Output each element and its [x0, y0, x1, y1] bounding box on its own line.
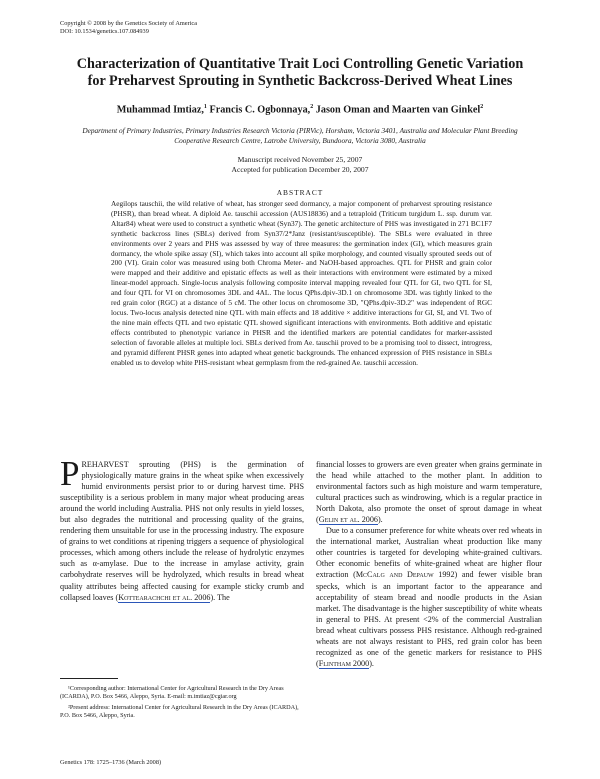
author-sup-3: 2: [480, 104, 484, 110]
affiliation: Department of Primary Industries, Primary Industries Research Victoria (PIRVic), Horsham, Victoria 3401, Australia and Molecular Plant Breeding Cooperative Research Centre, Latrobe University, Bundoora, Victoria 3080, Australia: [82, 126, 518, 145]
author-imtiaz: Muhammad Imtiaz,: [116, 104, 204, 116]
citation-link-kottearachchi[interactable]: Kottearachchi et al. 2006: [118, 592, 211, 602]
accepted-date: Accepted for publication December 20, 2007: [231, 164, 369, 174]
paper-title: [40, 56, 560, 90]
intro-paragraph: [60, 454, 304, 603]
copyright-block: [60, 20, 197, 36]
manuscript-dates: [100, 155, 500, 174]
citation-mccalg: McCalg and Depauw 1992: [355, 570, 455, 580]
intro-text-end: ). The: [210, 592, 230, 602]
journal-citation: Genetics 178: 1725–1736 (March 2008): [60, 759, 162, 766]
intro-text: sprouting (PHS) is the germination of physiologically mature grains in the wheat spike when excessively humid environments persist prior to or during harvest time. PHS susceptibility is a serious problem in many major wheat producing areas around the world including Australia. PHS not only results in yield losses, but also degrades the nutritional and processing quality of the grains, rendering them unsuitable for use in the processing industry. The exposure of grains to wet conditions at ripening triggers a sequence of physiological processes, which among others include the release of hydrolytic enzymes such as α-amylase. Due to the increase in amylase activity, grain carbohydrate reserves will be hydrolyzed, which results in bread wheat quality attributes being affected causing for example sticky crumb and collapsed loaves (: [60, 460, 304, 602]
doi-line: DOI: 10.1534/genetics.107.084939: [60, 28, 149, 35]
citation-link-gelin[interactable]: Gelin et al. 2006: [318, 515, 378, 525]
author-ogbonnaya: Francis C. Ogbonnaya,: [206, 104, 311, 116]
author-oman-vanginkel: Jason Oman and Maarten van Ginkel: [313, 104, 481, 116]
footnotes: [60, 685, 305, 723]
footnote-corresponding: ¹Corresponding author: International Center for Agricultural Research in the Dry Areas (ICARDA), P.O. Box 5466, Aleppo, Syria. E-mail: m.imtiaz@cgiar.org: [60, 685, 284, 700]
abstract-text: Aegilops tauschii, the wild relative of wheat, has stronger seed dormancy, a major component of preharvest sprouting resistance (PHSR), than bread wheat. A diploid Ae. tauschii accession (AUS18836) and a tetraploid (Triticum turgidum L. ssp. durum var. Altar84) wheat were used to construct a synthetic wheat (Syn37). The genetic architecture of PHS was investigated in 271 BC1F7 synthetic backcross lines (SBLs) derived from Syn37/2*Janz (resistant/susceptible). The SBLs were evaluated in three environments over 2 years and PHS was assessed by way of three measures: the germination index (GI), which measures grain dormancy, the whole spike assay (SI), which takes into account all spike morphology, and counted visually sprouted seeds out of 200 (VI). Grain color was measured using both Chroma Meter- and NaOH-based approaches. QTL for PHSR and grain color were mapped and their additive and epistatic effects as well as their interactions with environment were estimated by a mixed linear-model approach. Single-locus analysis following composite interval mapping revealed four QTL for GI, two QTL for SI, and four QTL for VI on chromosomes 3DL and 4AL. The locus QPhs.dpiv-3D.1 on chromosome 3DL was tightly linked to the red grain color (RGC) at a distance of 5 cM. The other locus on chromosome 3D, "QPhs.dpiv-3D.2" was independent of RGC locus. Two-locus analysis detected nine QTL with main effects and 18 additive × additive interactions for GI, SI, and VI. Two of the nine main effects QTL and two epistatic QTL showed significant interactions with environments. Both additive and epistatic effects contributed to phenotypic variance in PHSR and the identified markers are potential candidates for marker-assisted selection of favorable alleles at multiple loci. SBLs derived from Ae. tauschii proved to be a promising tool to dissect, introgress, and pyramid different PHSR genes into adapted wheat genetic backgrounds. The enhanced expression of PHS resistance in SBLs enabled us to develop white PHS-resistant wheat germplasm from the red-grained Ae. tauschii accession.: [111, 199, 492, 367]
body-column-right: [316, 459, 542, 669]
footnote-present-address: ²Present address: International Center for Agricultural Research in the Dry Areas (ICARDA), P.O. Box 5466, Aleppo, Syria.: [60, 704, 299, 719]
abstract-heading: ABSTRACT: [276, 188, 324, 197]
p2-mid: ) and fewer visible bran specks, which is an important factor to the appearance and acceptability of steam bread and noodle products in the Asian market. The disadvantage is the higher susceptibility of white wheats in general to PHS. At present <2% of the commercial Australian bread wheat cultivars possess PHS resistance. Although red-grained wheats are not always resistant to PHS, red grain color has been recognized as one of the genetic markers for resistance to PHS (: [316, 570, 543, 668]
p1-end: ).: [377, 515, 383, 525]
drop-cap: P: [60, 454, 80, 493]
abstract-body: [111, 199, 492, 367]
received-date: Manuscript received November 25, 2007: [237, 155, 363, 164]
author-sup-1: 1: [203, 104, 207, 110]
title-line-1: Characterization of Quantitative Trait Loci Controlling Genetic Variation: [76, 56, 524, 72]
right-paragraph-2: [316, 525, 542, 669]
lead-word: REHARVEST: [81, 460, 129, 469]
title-line-2: for Preharvest Sprouting in Synthetic Backcross-Derived Wheat Lines: [87, 73, 513, 89]
body-column-left: [60, 454, 304, 603]
author-sup-2: 2: [310, 104, 314, 110]
citation-link-flintham[interactable]: Flintham 2000: [318, 658, 370, 668]
p2-end: ).: [369, 658, 374, 668]
footnote-rule: [60, 678, 118, 679]
author-list: [40, 104, 560, 115]
right-paragraph-1: [316, 459, 542, 525]
copyright-line: Copyright © 2008 by the Genetics Society of America: [60, 20, 197, 27]
p2-text: Due to a consumer preference for white wheats over red wheats in the international market, Australian wheat production like many other countries is targeted for developing white-grained cultivars. Other economic benefits of white-grained wheat are higher flour extraction (: [316, 526, 542, 580]
p1-text: financial losses to growers are even greater when grains germinate in the head while attached to the mother plant. In addition to environmental factors such as high moisture and warm temperature, cultural practices such as windrowing, which is a regular practice in North Dakota, also promote the onset of sprout damage in wheat (: [316, 460, 542, 525]
